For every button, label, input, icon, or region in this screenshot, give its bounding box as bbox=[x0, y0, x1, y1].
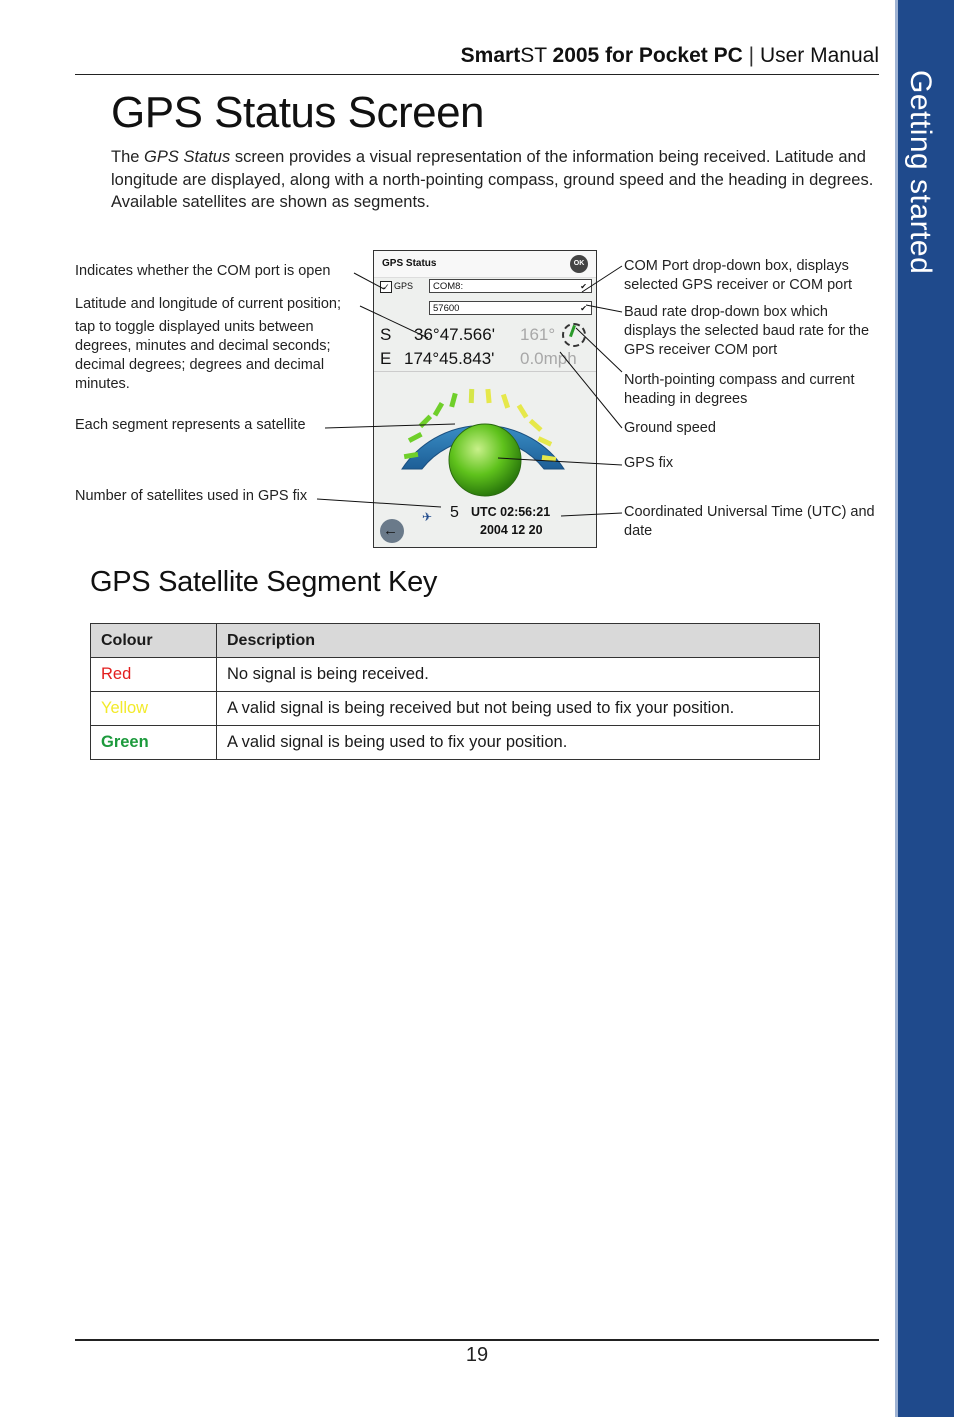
utc-time: UTC 02:56:21 bbox=[471, 505, 551, 519]
leader-num-sats bbox=[317, 499, 441, 507]
latitude-hemisphere: S bbox=[380, 325, 392, 344]
baud-rate-value: 57600 bbox=[433, 303, 460, 314]
gps-checkbox-label: GPS bbox=[394, 281, 414, 291]
callout-num-sats: Number of satellites used in GPS fix bbox=[75, 488, 308, 504]
callout-com-dropdown: COM Port drop-down box, displays selected GPS receiver or COM port bbox=[624, 258, 853, 293]
brand-bold: Smart bbox=[460, 44, 521, 67]
device-title: GPS Status bbox=[382, 258, 437, 269]
leader-com-dropdown bbox=[582, 266, 622, 292]
description-cell: No signal is being received. bbox=[217, 658, 820, 692]
intro-before: The bbox=[111, 148, 145, 166]
brand-light: ST bbox=[520, 44, 547, 67]
colour-cell: Green bbox=[91, 726, 217, 760]
callout-latlon-desc: tap to toggle displayed units between degrees, minutes and decimal seconds; decimal degrees; degrees and decimal minutes. bbox=[75, 319, 331, 392]
segment-key-table bbox=[90, 623, 820, 760]
header-colour: Colour bbox=[91, 624, 217, 658]
header-separator: | bbox=[748, 44, 755, 67]
dropdown-check-icon: ✔ bbox=[580, 282, 587, 291]
leader-compass bbox=[576, 328, 622, 372]
intro-italic: GPS Status bbox=[144, 148, 231, 166]
ok-button[interactable]: OK bbox=[570, 255, 588, 273]
callout-compass: North-pointing compass and current heading in degrees bbox=[624, 372, 855, 407]
longitude-value[interactable]: 174°45.843' bbox=[404, 349, 495, 368]
intro-after: screen provides a visual representation of the information being received. Latitude and longitude are displayed, along with a north-pointing compass, ground speed and the heading in degrees. Available satellites are shown as segments. bbox=[111, 148, 874, 211]
callout-utc: Coordinated Universal Time (UTC) and date bbox=[624, 504, 875, 539]
footer-rule bbox=[75, 1339, 879, 1341]
leader-com-open bbox=[354, 273, 384, 289]
product-name: 2005 for Pocket PC bbox=[552, 44, 743, 67]
heading-value: 161° bbox=[520, 325, 556, 344]
gps-checkbox[interactable]: ✓ bbox=[380, 281, 392, 293]
callout-ground-speed: Ground speed bbox=[624, 420, 716, 436]
colour-cell: Red bbox=[91, 658, 217, 692]
header-description: Description bbox=[217, 624, 820, 658]
table-row bbox=[91, 658, 820, 692]
satellite-count: 5 bbox=[450, 504, 459, 521]
leader-baud bbox=[586, 305, 622, 312]
table-header-row bbox=[91, 624, 820, 658]
satellite-icon: ✈ bbox=[422, 510, 433, 524]
callout-segment: Each segment represents a satellite bbox=[75, 417, 306, 433]
callout-baud-dropdown: Baud rate drop-down box which displays the selected baud rate for the GPS receiver COM port bbox=[624, 304, 870, 358]
com-port-value: COM8: bbox=[433, 281, 464, 292]
leader-gps-fix bbox=[498, 458, 622, 465]
key-heading: GPS Satellite Segment Key bbox=[90, 566, 438, 598]
description-cell: A valid signal is being received but not being used to fix your position. bbox=[217, 692, 820, 726]
description-cell: A valid signal is being used to fix your position. bbox=[217, 726, 820, 760]
back-arrow-icon: ← bbox=[383, 522, 398, 539]
doc-name: User Manual bbox=[759, 44, 879, 67]
colour-cell: Yellow bbox=[91, 692, 217, 726]
page-title: GPS Status Screen bbox=[111, 88, 485, 137]
page-number: 19 bbox=[465, 1344, 489, 1366]
dropdown-check-icon: ✔ bbox=[580, 304, 587, 313]
latitude-value[interactable]: 36°47.566' bbox=[414, 325, 495, 344]
leader-utc bbox=[561, 513, 622, 516]
table-row bbox=[91, 726, 820, 760]
longitude-hemisphere: E bbox=[380, 349, 392, 368]
callout-com-open: Indicates whether the COM port is open bbox=[75, 263, 331, 279]
callout-gps-fix: GPS fix bbox=[624, 455, 674, 471]
speed-value: 0.0mph bbox=[520, 349, 577, 368]
callout-latlon-title: Latitude and longitude of current position; bbox=[75, 296, 342, 312]
sidebar-label: Getting started bbox=[904, 70, 937, 275]
callout-leader-lines bbox=[0, 0, 954, 600]
leader-segment bbox=[325, 424, 455, 428]
leader-latlon bbox=[360, 306, 428, 338]
utc-date: 2004 12 20 bbox=[480, 523, 543, 537]
table-row bbox=[91, 692, 820, 726]
